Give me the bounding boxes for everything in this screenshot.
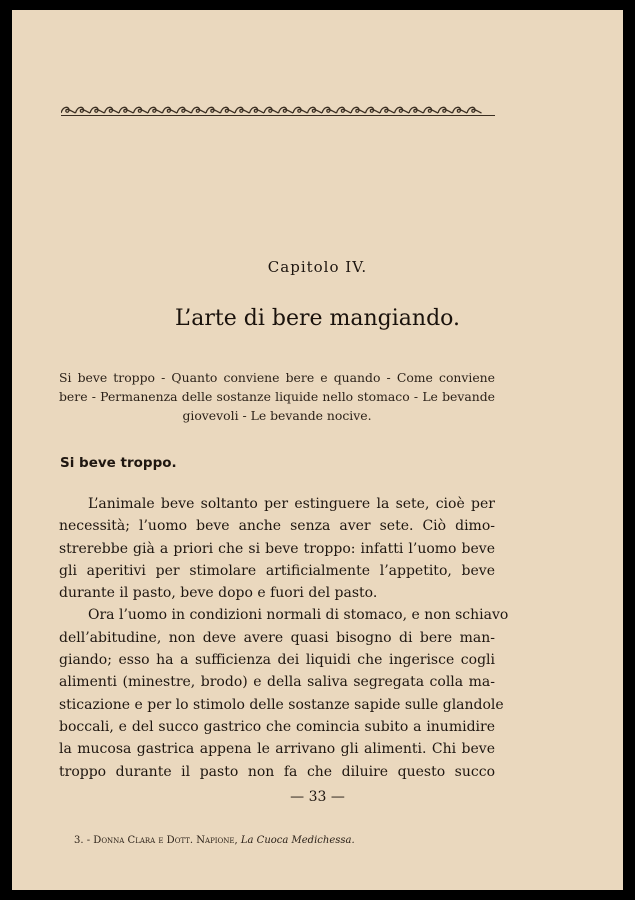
section-heading: Si beve troppo. — [60, 455, 177, 471]
wave-motif — [366, 107, 381, 113]
body-line: la mucosa gastrica appena le arrivano gli alimenti. Chi beve — [59, 741, 495, 758]
footer-book-title: La Cuoca Medichessa. — [240, 835, 355, 846]
wave-motif — [424, 107, 439, 113]
wave-motif — [192, 107, 207, 113]
body-line: alimenti (minestre, brodo) e della saliva segregata colla ma- — [59, 674, 495, 691]
wave-motif — [438, 107, 453, 113]
body-line: boccali, e del succo gastrico che comincia subito a inumidire — [59, 718, 495, 735]
body-line: giando; esso ha a sufficienza dei liquidi che ingerisce cogli — [59, 652, 495, 669]
footer-signature-number: 3. - — [74, 835, 91, 846]
body-line: strerebbe già a priori che si beve troppo: infatti l’uomo beve — [59, 540, 495, 557]
wave-motif — [134, 107, 149, 113]
wave-motif — [279, 107, 294, 113]
wave-motif — [235, 107, 250, 113]
wave-motif — [206, 107, 221, 113]
wave-motif — [409, 107, 424, 113]
wave-motif — [264, 107, 279, 113]
summary-line: giovevoli - Le bevande nocive. — [182, 408, 372, 423]
wave-motif — [467, 107, 482, 113]
wave-motif — [163, 107, 178, 113]
wave-motif — [76, 107, 91, 113]
body-line: durante il pasto, beve dopo e fuori del pasto. — [59, 585, 378, 602]
greek-wave-ornament — [61, 103, 495, 117]
footer-signature — [74, 835, 355, 846]
wave-motif — [105, 107, 120, 113]
wave-motif — [453, 107, 468, 113]
wave-motif — [119, 107, 134, 113]
wave-motif — [308, 107, 323, 113]
page-number: — 33 — — [290, 789, 345, 805]
chapter-title: L’arte di bere mangiando. — [174, 306, 461, 331]
wave-motif — [380, 107, 395, 113]
wave-motif — [90, 107, 105, 113]
body-line: L’animale beve soltanto per estinguere la sete, cioè per — [88, 496, 495, 512]
wave-motif — [293, 107, 308, 113]
body-line: troppo durante il pasto non fa che diluire questo succo — [59, 763, 495, 780]
chapter-summary — [59, 368, 495, 425]
wave-motif — [221, 107, 236, 113]
body-text — [59, 493, 509, 783]
body-line: Ora l’uomo in condizioni normali di stomaco, e non schiavo — [88, 607, 509, 624]
wave-motif — [61, 107, 76, 113]
wave-motif — [250, 107, 265, 113]
body-line: dell’abitudine, non deve avere quasi bisogno di bere man- — [59, 629, 495, 646]
wave-motif — [395, 107, 410, 113]
body-line: sticazione e per lo stimolo delle sostanze sapide sulle glandole — [59, 696, 504, 713]
footer-authors: Donna Clara e Dott. Napione, — [93, 835, 238, 846]
wave-motif — [148, 107, 163, 113]
chapter-heading: Capitolo IV. — [267, 258, 368, 276]
wave-motif — [337, 107, 352, 113]
summary-line: bere - Permanenza delle sostanze liquide nello stomaco - Le bevande — [59, 389, 495, 404]
summary-line: Si beve troppo - Quanto conviene bere e quando - Come conviene — [59, 370, 495, 385]
wave-motif — [177, 107, 192, 113]
body-line: necessità; l’uomo beve anche senza aver sete. Ciò dimo- — [59, 518, 495, 535]
book-page — [12, 10, 623, 890]
wave-motif — [351, 107, 366, 113]
wave-motif — [322, 107, 337, 113]
body-line: gli aperitivi per stimolare artificialmente l’appetito, beve — [59, 562, 495, 579]
